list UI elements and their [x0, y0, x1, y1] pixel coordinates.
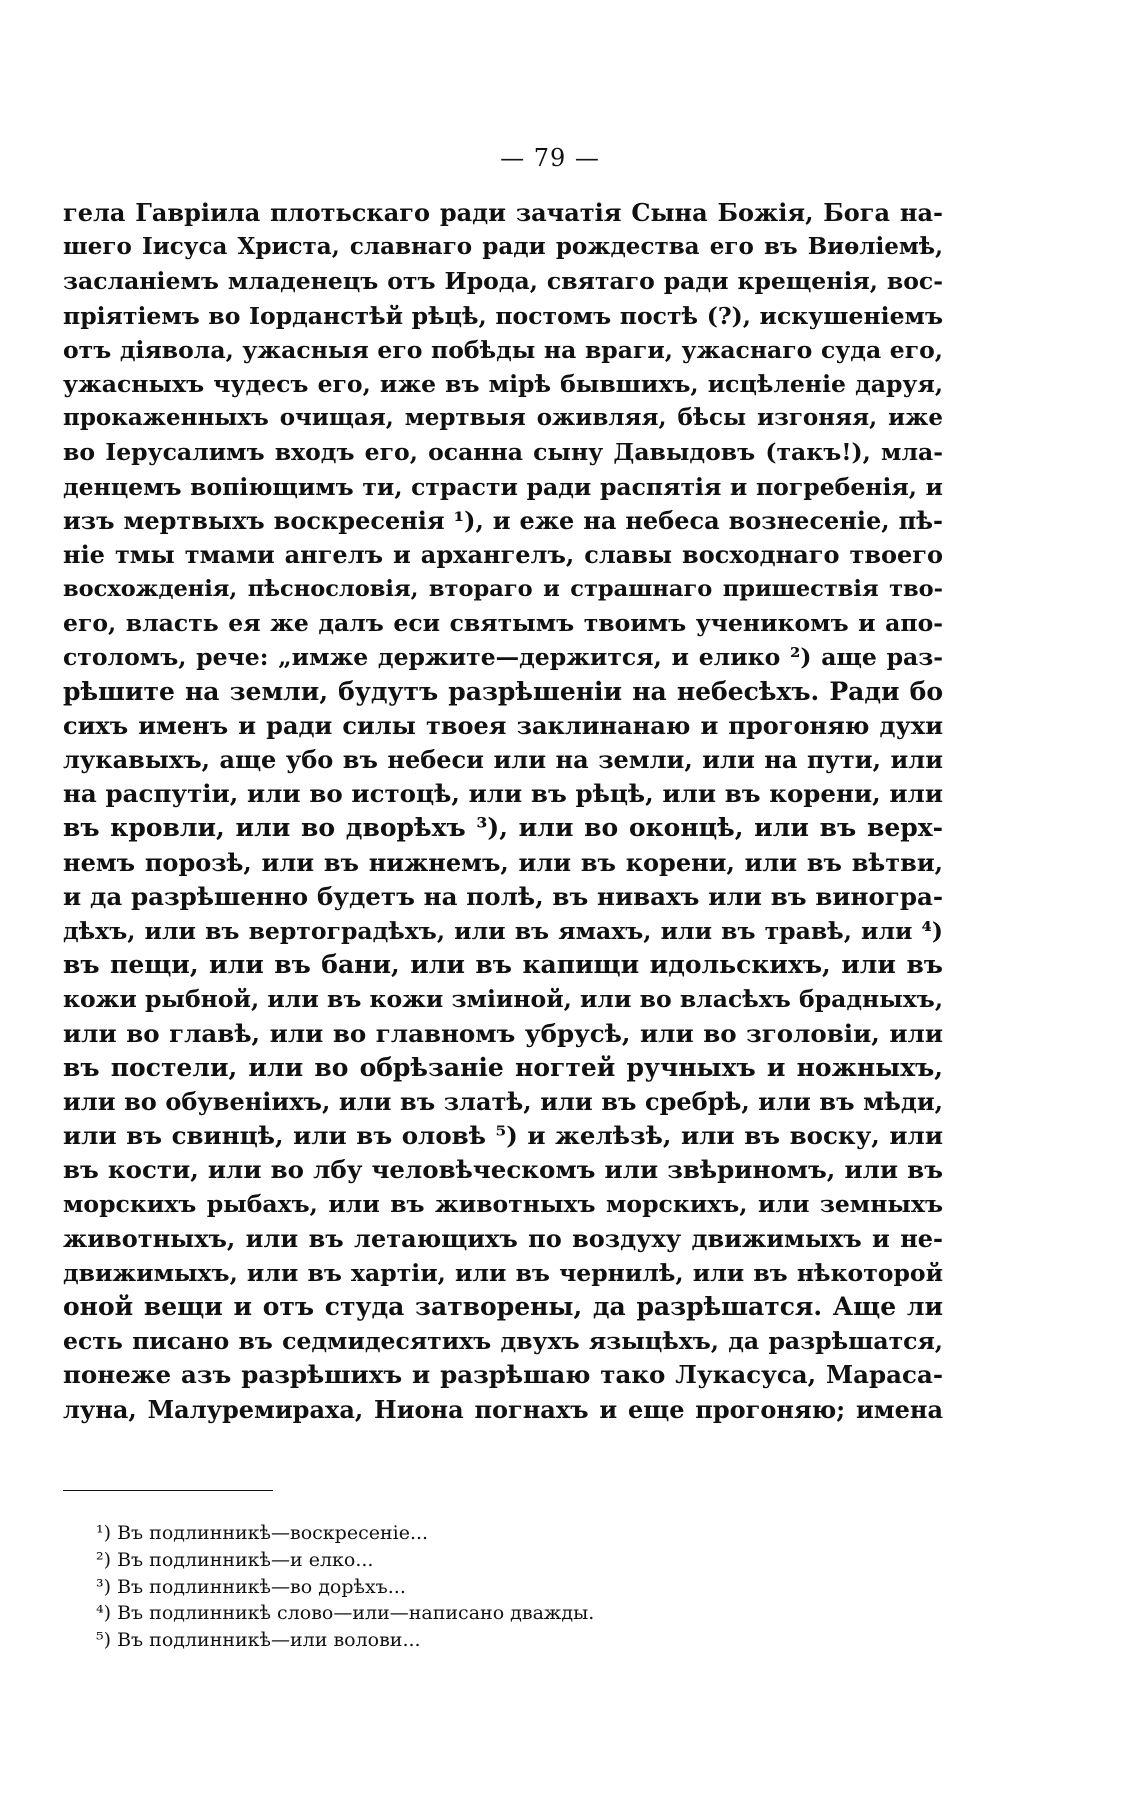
text-line: или во главѣ, или во главномъ убрусѣ, или во зголовіи, или — [63, 1018, 943, 1048]
text-line: денцемъ вопіющимъ ти, страсти ради распятія и погребенія, и — [63, 472, 943, 501]
footnotes — [96, 1520, 856, 1654]
text-line: гела Гавріила плотьскаго ради зачатія Сына Божія, Бога на- — [63, 198, 943, 227]
footnote: ⁵) Въ подлинникѣ—или волови... — [96, 1629, 421, 1652]
footnote-separator — [63, 1490, 273, 1491]
text-line: понеже азъ разрѣшихъ и разрѣшаю тако Лукасуса, Мараса- — [63, 1360, 943, 1390]
text-line: столомъ, рече: „имже держите—держится, и елико ²) аще раз- — [63, 643, 943, 672]
text-line: кожи рыбной, или въ кожи зміиной, или во власѣхъ брадныхъ, — [63, 985, 943, 1014]
text-line: рѣшите на земли, будутъ разрѣшеніи на небесѣхъ. Ради бо — [63, 676, 943, 706]
text-line: въ постели, или во обрѣзаніе ногтей ручныхъ и ножныхъ, — [63, 1052, 943, 1082]
text-line: ужасныхъ чудесъ его, иже въ мірѣ бывшихъ, исцѣленіе даруя, — [63, 369, 943, 398]
text-line: во Іерусалимъ входъ его, осанна сыну Давыдовъ (такъ!), мла- — [63, 438, 943, 467]
text-line: въ кровли, или во дворѣхъ ³), или во оконцѣ, или въ верх- — [63, 813, 943, 843]
footnote: ²) Въ подлинникѣ—и елко... — [96, 1548, 374, 1571]
text-line: луна, Малуремираха, Ниона погнахъ и еще прогоняю; имена — [63, 1394, 943, 1424]
text-line: морскихъ рыбахъ, или въ животныхъ морскихъ, или земныхъ — [63, 1190, 943, 1219]
text-line: сихъ именъ и ради силы твоея заклинанаю и прогоняю духи — [63, 710, 943, 740]
text-line: есть писано въ седмидесятихъ двухъ языцѣхъ, да разрѣшатся, — [63, 1327, 943, 1356]
text-line: ніе тмы тмами ангелъ и архангелъ, славы восходнаго твоего — [63, 539, 943, 569]
text-line: дѣхъ, или въ вертоградѣхъ, или въ ямахъ, или въ травѣ, или ⁴) — [63, 916, 943, 945]
footnote: ⁴) Въ подлинникѣ слово—или—написано дважды. — [96, 1602, 595, 1625]
footnote: ¹) Въ подлинникѣ—воскресеніе... — [96, 1522, 429, 1544]
text-line: изъ мертвыхъ воскресенія ¹), и еже на небеса вознесеніе, пѣ- — [63, 505, 943, 535]
text-line: или во обувеніихъ, или въ златѣ, или въ сребрѣ, или въ мѣди, — [63, 1086, 943, 1116]
text-line: немъ порозѣ, или въ нижнемъ, или въ корени, или въ вѣтви, — [63, 847, 943, 877]
text-line: прокаженныхъ очищая, мертвыя оживляя, бѣсы изгоняя, иже — [63, 404, 943, 432]
text-line: оной вещи и отъ студа затворены, да разрѣшатся. Аще ли — [63, 1292, 943, 1321]
text-line: пріятіемъ во Іорданстѣй рѣцѣ, постомъ постѣ (?), искушеніемъ — [63, 301, 943, 330]
text-line: въ кости, или во лбу человѣческомъ или звѣриномъ, или въ — [63, 1155, 943, 1185]
text-line: лукавыхъ, аще убо въ небеси или на земли, или на пути, или — [63, 745, 943, 774]
text-line: движимыхъ, или въ хартіи, или въ чернилѣ, или въ нѣкоторой — [63, 1258, 943, 1287]
text-line: засланіемъ младенецъ отъ Ирода, святаго ради крещенія, вос- — [63, 267, 943, 296]
text-line: на распутіи, или во истоцѣ, или въ рѣцѣ, или въ корени, или — [63, 779, 943, 809]
text-line: шего Іисуса Христа, славнаго ради рождества его въ Виѳліемѣ, — [63, 233, 943, 261]
page-number: — 79 — — [500, 144, 600, 172]
footnote: ³) Въ подлинникѣ—во дорѣхъ... — [96, 1575, 406, 1598]
text-line: или въ свинцѣ, или въ оловѣ ⁵) и желѣзѣ, или въ воску, или — [63, 1121, 943, 1151]
text-line: отъ діявола, ужасныя его побѣды на враги, ужаснаго суда его, — [63, 335, 943, 364]
text-line: въ пещи, или въ бани, или въ капищи идольскихъ, или въ — [63, 950, 943, 980]
text-line: животныхъ, или въ летающихъ по воздуху движимыхъ и не- — [63, 1223, 943, 1253]
text-line: и да разрѣшенно будетъ на полѣ, въ нивахъ или въ виногра- — [63, 881, 943, 911]
main-text — [63, 196, 943, 1427]
text-line: его, власть ея же далъ еси святымъ твоимъ ученикомъ и апо- — [63, 609, 943, 638]
text-line: восхожденія, пѣснословія, втораго и страшнаго пришествія тво- — [63, 576, 943, 603]
